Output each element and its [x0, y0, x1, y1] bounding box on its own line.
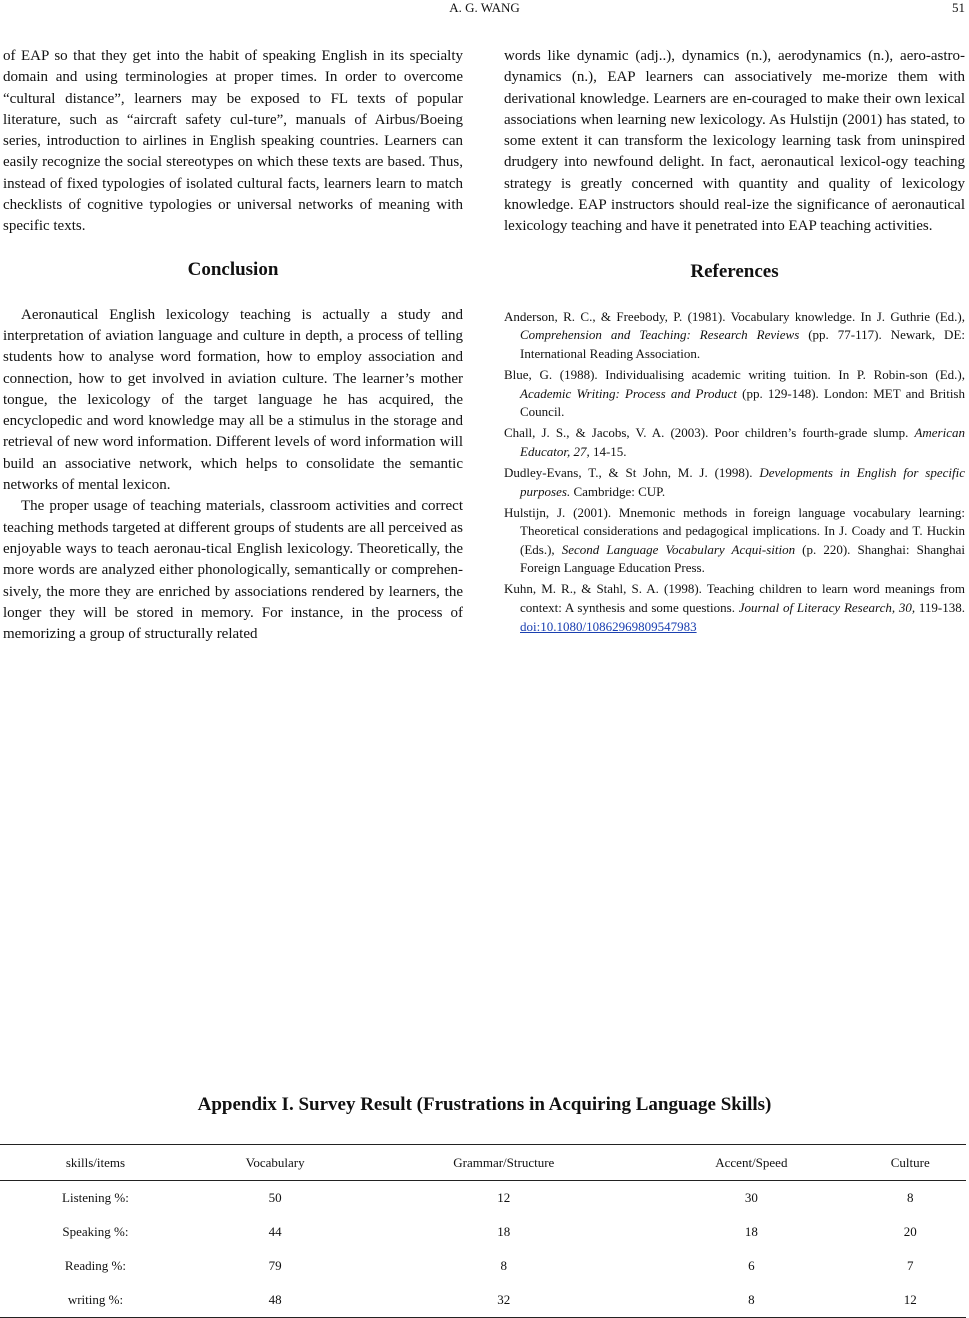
reference-text: Chall, J. S., & Jacobs, V. A. (2003). Poor children’s fourth-grade slump. — [504, 425, 915, 441]
table-header-row — [0, 1145, 966, 1181]
table-cell: 79 — [268, 1258, 282, 1273]
table-cell: 12 — [855, 1283, 966, 1318]
table-row — [0, 1283, 966, 1318]
column-header: Vocabulary — [191, 1145, 360, 1181]
column-header: Culture — [855, 1145, 966, 1181]
table-cell: 48 — [191, 1283, 360, 1318]
reference-item — [504, 424, 965, 461]
left-column — [3, 46, 463, 645]
reference-list — [504, 308, 965, 637]
body-paragraph: words like dynamic (adj..), dynamics (n.), aerodynamics (n.), aero-astro-dynamics (n.), EAP learners can associatively me-morize them with derivational knowledge. Learners are en-couraged to make their own lexical associations when learning new lexicology. As Hulstijn (2001) has stated, to some extent it can transform the lexicology learning task from uninspired drudgery into newfound delight. In fact, aeronautical lexicol-ogy teaching strategy is greatly concerned with quantity and quality of lexicology knowledge. EAP instructors should real-ize the significance of aeronautical lexicology teaching and have it penetrated into EAP teaching activities. — [504, 48, 965, 235]
body-paragraph: The proper usage of teaching materials, classroom activities and correct teaching methods targeted at different groups of students are all perceived as enjoyable ways to teach aeronau-tical English lexicology. Theoretically, the more words are analyzed either phonologically, semantically or comprehen-sively, the more they are enriched by associations rendered by learners, the longer they will be stored in memory. For instance, in the process of memorizing a group of structurally related — [3, 498, 463, 643]
reference-text: Dudley-Evans, T., & St John, M. J. (1998). — [504, 464, 760, 480]
table-cell: 18 — [744, 1224, 758, 1239]
reference-source-title: Second Language Vocabulary Acqui-sition — [561, 541, 796, 557]
reference-text: 119-138. — [915, 600, 965, 616]
running-head-author: A. G. WANG — [449, 0, 520, 15]
appendix-title: Appendix I. Survey Result (Frustrations in Acquiring Language Skills) — [197, 1094, 772, 1115]
table-cell: 8 — [500, 1258, 508, 1273]
table-cell: 50 — [268, 1190, 282, 1205]
reference-source-title: Developments in English for specific purposes. — [520, 464, 965, 499]
table-cell: 8 — [648, 1283, 854, 1318]
table-cell: 12 — [497, 1190, 511, 1205]
reference-item — [504, 580, 965, 636]
doi-link[interactable]: doi:10.1080/10862969809547983 — [520, 618, 697, 634]
body-paragraph: Aeronautical English lexicology teaching is actually a study and interpretation of aviation language and culture in depth, a process of telling students how to analyse word formation, how to employ association and connection, how to get involved in aviation culture. The learner’s mother tongue, the lexicology of the target language he has acquired, the encyclopedic and word knowledge may all be a stimulus in the storage and retrieval of new word information. Different levels of word information will build an associative network, which helps to consolidate the semantic networks of mental lexicon. — [3, 306, 463, 494]
table-cell: 20 — [903, 1224, 917, 1239]
body-paragraph: of EAP so that they get into the habit of speaking English in its specialty domain and using terminologies at proper times. In order to overcome “cultural distance”, learners may be exposed to FL texts of popular literature, such as “aircraft safety cul-ture”, manuals of Airbus/Boeing series, introduction to airlines in English speaking countries. Learners can easily recognize the social stereotypes on which these texts are based. Thus, instead of fixed typologies of isolated cultural facts, learners learn to match checklists of cognitive typologies or universal networks of meaning with specific texts. — [3, 48, 463, 235]
reference-source-title: Comprehension and Teaching: Research Reviews — [520, 327, 800, 343]
reference-text: Blue, G. (1988). Individualising academic writing tuition. In P. Robin-son (Ed.), — [504, 366, 965, 382]
column-header: Accent/Speed — [648, 1145, 854, 1181]
column-header: Grammar/Structure — [359, 1145, 648, 1181]
column-header: skills/items — [0, 1145, 191, 1181]
reference-source-title: American Educator, 27, — [520, 425, 965, 459]
reference-text: Kuhn, M. R., & Stahl, S. A. (1998). Teaching children to learn word meanings from context: A synthesis and some questions. — [504, 581, 965, 616]
table-row — [0, 1249, 966, 1283]
reference-text: Cambridge: CUP. — [570, 483, 666, 499]
row-label-cell: writing %: — [0, 1283, 191, 1318]
table-body — [0, 1181, 966, 1318]
row-label-cell: Reading %: — [64, 1258, 126, 1273]
reference-text: Anderson, R. C., & Freebody, P. (1981). Vocabulary knowledge. In J. Guthrie (Ed.), — [504, 308, 965, 324]
table-row — [0, 1181, 966, 1216]
reference-text: (p. 220). Shanghai: Shanghai Foreign Language Education Press. — [520, 541, 965, 576]
row-label-cell: Listening %: — [62, 1190, 129, 1205]
table-cell: 8 — [907, 1190, 914, 1205]
reference-text: 14-15. — [589, 443, 627, 459]
row-label-cell: Speaking %: — [62, 1224, 129, 1239]
table-row — [0, 1215, 966, 1249]
survey-table — [0, 1144, 966, 1318]
table-cell: 32 — [359, 1283, 648, 1318]
table-cell: 18 — [497, 1224, 511, 1239]
page-number: 51 — [952, 0, 965, 15]
table-cell: 7 — [907, 1258, 914, 1273]
reference-item — [504, 464, 965, 501]
right-column — [504, 46, 965, 639]
conclusion-heading: Conclusion — [187, 258, 279, 280]
reference-source-title: Academic Writing: Process and Product — [520, 385, 737, 401]
table-cell: 6 — [748, 1258, 755, 1273]
reference-source-title: Journal of Literacy Research, 30, — [738, 600, 916, 616]
reference-item — [504, 504, 965, 578]
reference-text: (pp. 77-117). Newark, DE: International Reading Association. — [520, 327, 965, 361]
reference-item — [504, 308, 965, 364]
table-cell: 44 — [268, 1224, 282, 1239]
reference-item — [504, 366, 965, 422]
table-cell: 30 — [744, 1190, 758, 1205]
references-heading: References — [690, 260, 779, 282]
reference-text: Hulstijn, J. (2001). Mnemonic methods in foreign language vocabulary learning: Theoretical considerations and pedagogical implications. In J. Coady and T. Huckin (Eds.), — [504, 504, 965, 557]
reference-text: (pp. 129-148). London: MET and British Council. — [520, 385, 965, 420]
page-header — [0, 0, 969, 22]
